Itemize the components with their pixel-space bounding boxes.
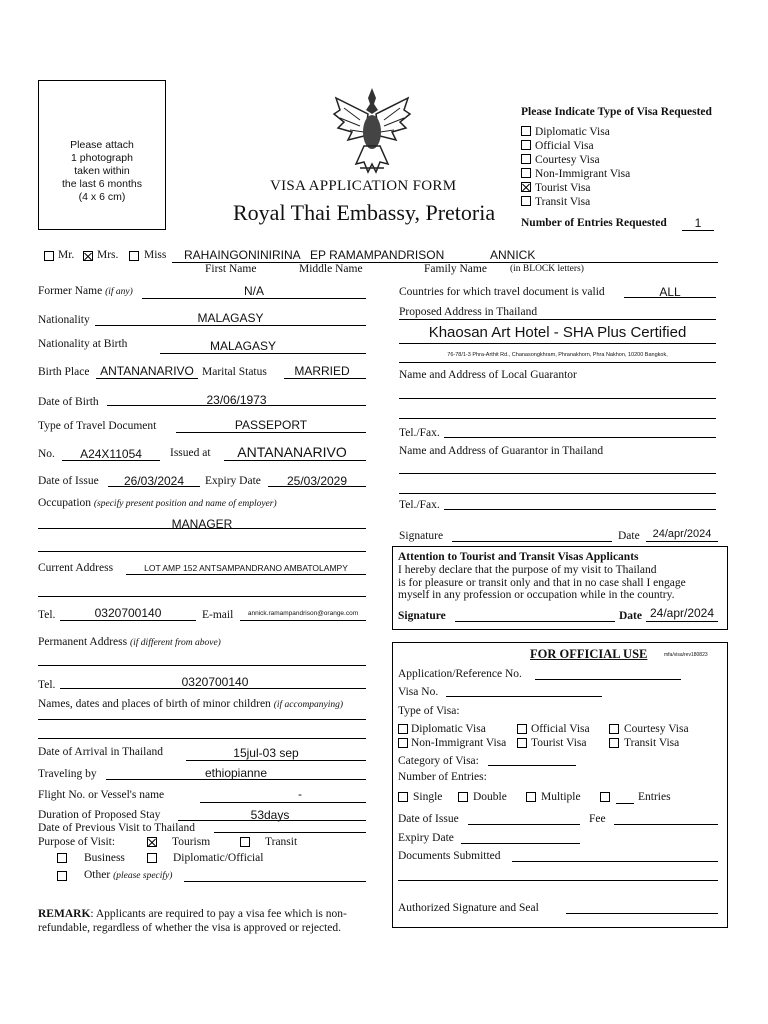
current-address-value[interactable]: LOT AMP 152 ANTSAMPANDRANO AMBATOLAMPY bbox=[144, 563, 348, 573]
date1-value[interactable]: 24/apr/2024 bbox=[652, 528, 712, 540]
middle-name-label: Middle Name bbox=[299, 263, 363, 275]
checkbox-non-immigrant-visa[interactable] bbox=[521, 168, 531, 178]
official-checkbox-multiple[interactable] bbox=[526, 792, 536, 802]
email-label: E-mail bbox=[202, 609, 234, 621]
official-checkbox-official[interactable] bbox=[517, 724, 527, 734]
official-type-courtesy: Courtesy Visa bbox=[624, 723, 689, 735]
middle-name-value[interactable]: EP RAMAMPANDRISON bbox=[310, 248, 445, 262]
nationality-birth-value[interactable]: MALAGASY bbox=[209, 339, 277, 353]
first-name-label: First Name bbox=[205, 263, 257, 275]
checkbox-purpose-business[interactable] bbox=[57, 853, 67, 863]
hotel-address-value[interactable]: 76-78/1-3 Phra-Arthit Rd., Chanasongkhram, Phranakhorn, Phra Nakhon, 10200 Bangkok, bbox=[447, 352, 668, 358]
expiry-date-label: Expiry Date bbox=[205, 475, 261, 487]
official-fee-label: Fee bbox=[589, 813, 606, 825]
title-mr-label: Mr. bbox=[58, 249, 75, 261]
title-miss-label: Miss bbox=[144, 249, 167, 261]
attention-title: Attention to Tourist and Transit Visas Applicants bbox=[398, 551, 639, 563]
issued-at-label: Issued at bbox=[170, 447, 211, 459]
checkbox-tourist-visa[interactable] bbox=[521, 182, 531, 192]
marital-status-value[interactable]: MARRIED bbox=[294, 364, 350, 378]
purpose-other-label: Other (please specify) bbox=[84, 869, 173, 881]
documents-submitted-label: Documents Submitted bbox=[398, 850, 501, 862]
flight-label: Flight No. or Vessel's name bbox=[38, 789, 165, 801]
travel-doc-type-value[interactable]: PASSEPORT bbox=[234, 418, 308, 432]
official-checkbox-non-immigrant[interactable] bbox=[398, 738, 408, 748]
checkbox-purpose-tourism[interactable] bbox=[147, 837, 157, 847]
official-checkbox-tourist[interactable] bbox=[517, 738, 527, 748]
authorized-signature-label: Authorized Signature and Seal bbox=[398, 902, 539, 914]
previous-visit-label: Date of Previous Visit to Thailand bbox=[38, 822, 195, 834]
title-mrs-label: Mrs. bbox=[97, 249, 119, 261]
visa-no-label: Visa No. bbox=[398, 686, 439, 698]
date2-value[interactable]: 24/apr/2024 bbox=[649, 606, 715, 620]
issue-date-value[interactable]: 26/03/2024 bbox=[123, 474, 185, 488]
official-type-diplomatic: Diplomatic Visa bbox=[411, 723, 486, 735]
former-name-label: Former Name (if any) bbox=[38, 285, 133, 297]
visa-option-label: Transit Visa bbox=[535, 196, 591, 208]
visa-type-heading: Please Indicate Type of Visa Requested bbox=[521, 106, 712, 118]
official-checkbox-double[interactable] bbox=[458, 792, 468, 802]
form-title: VISA APPLICATION FORM bbox=[270, 178, 457, 194]
tel-label: Tel. bbox=[38, 609, 56, 621]
flight-value[interactable]: - bbox=[298, 787, 302, 801]
duration-value[interactable]: 53days bbox=[250, 808, 290, 822]
official-expiry-label: Expiry Date bbox=[398, 832, 454, 844]
official-type-non-immigrant: Non-Immigrant Visa bbox=[411, 737, 507, 749]
visa-option-label: Non-Immigrant Visa bbox=[535, 168, 631, 180]
official-form-code: mfa/visa/rev180823 bbox=[664, 652, 708, 658]
entry-double-label: Double bbox=[473, 791, 507, 803]
birth-place-value[interactable]: ANTANANARIVO bbox=[100, 364, 194, 378]
checkbox-diplomatic-visa[interactable] bbox=[521, 126, 531, 136]
entries-requested-label: Number of Entries Requested bbox=[521, 217, 667, 229]
official-issue-label: Date of Issue bbox=[398, 813, 459, 825]
official-checkbox-single[interactable] bbox=[398, 792, 408, 802]
official-checkbox-entries[interactable] bbox=[600, 792, 610, 802]
entry-multiple-label: Multiple bbox=[541, 791, 581, 803]
visa-option-label: Diplomatic Visa bbox=[535, 126, 610, 138]
dob-value[interactable]: 23/06/1973 bbox=[206, 393, 267, 407]
checkbox-miss[interactable] bbox=[129, 251, 139, 261]
entries-requested-value[interactable]: 1 bbox=[694, 216, 702, 230]
block-letters-note: (in BLOCK letters) bbox=[510, 264, 584, 274]
arrival-date-value[interactable]: 15jul-03 sep bbox=[233, 746, 299, 760]
issued-at-value[interactable]: ANTANANARIVO bbox=[237, 444, 347, 460]
tel2-value[interactable]: 0320700140 bbox=[181, 675, 249, 689]
embassy-title: Royal Thai Embassy, Pretoria bbox=[233, 200, 496, 225]
occupation-label: Occupation (specify present position and name of employer) bbox=[38, 497, 277, 509]
traveling-by-value[interactable]: ethiopianne bbox=[204, 766, 268, 780]
official-type-tourist: Tourist Visa bbox=[531, 737, 587, 749]
purpose-label: Purpose of Visit: bbox=[38, 836, 116, 848]
signature-label: Signature bbox=[399, 530, 444, 542]
visa-option-label: Official Visa bbox=[535, 140, 594, 152]
occupation-value[interactable]: MANAGER bbox=[171, 517, 233, 531]
official-checkbox-diplomatic[interactable] bbox=[398, 724, 408, 734]
duration-label: Duration of Proposed Stay bbox=[38, 809, 161, 821]
purpose-diplomatic-label: Diplomatic/Official bbox=[173, 852, 264, 864]
nationality-value[interactable]: MALAGASY bbox=[197, 311, 264, 325]
guarantor-thailand-label: Name and Address of Guarantor in Thailand bbox=[399, 445, 604, 457]
official-checkbox-courtesy[interactable] bbox=[609, 724, 619, 734]
purpose-business-label: Business bbox=[84, 852, 125, 864]
official-checkbox-transit[interactable] bbox=[609, 738, 619, 748]
official-use-title: FOR OFFICIAL USE bbox=[530, 647, 648, 661]
nationality-label: Nationality bbox=[38, 314, 90, 326]
travel-doc-type-label: Type of Travel Document bbox=[38, 420, 157, 432]
telfax2-label: Tel./Fax. bbox=[399, 499, 440, 511]
app-ref-label: Application/Reference No. bbox=[398, 668, 522, 680]
minor-children-label: Names, dates and places of birth of minor children (if accompanying) bbox=[38, 698, 344, 710]
family-name-value[interactable]: ANNICK bbox=[490, 248, 536, 262]
entry-single-label: Single bbox=[413, 791, 443, 803]
date2-label: Date bbox=[619, 610, 642, 622]
attention-text: I hereby declare that the purpose of my visit to Thailand is for pleasure or transit only and that in no case shall I engage myself in any profession or occupation while in the country. bbox=[398, 564, 686, 601]
proposed-address-label: Proposed Address in Thailand bbox=[399, 306, 538, 318]
birth-place-label: Birth Place bbox=[38, 366, 90, 378]
checkbox-purpose-transit[interactable] bbox=[240, 837, 250, 847]
telfax1-label: Tel./Fax. bbox=[399, 427, 440, 439]
doc-number-value[interactable]: A24X11054 bbox=[80, 447, 142, 461]
date1-label: Date bbox=[618, 530, 640, 542]
official-type-label: Type of Visa: bbox=[398, 705, 460, 717]
nationality-birth-label: Nationality at Birth bbox=[38, 338, 128, 350]
official-use-box bbox=[392, 642, 728, 928]
purpose-tourism-label: Tourism bbox=[172, 836, 211, 848]
permanent-address-label: Permanent Address (if different from above) bbox=[38, 636, 221, 648]
checkbox-courtesy-visa[interactable] bbox=[521, 154, 531, 164]
arrival-date-label: Date of Arrival in Thailand bbox=[38, 746, 163, 758]
countries-valid-label: Countries for which travel document is valid bbox=[399, 286, 605, 298]
entries-label: Number of Entries: bbox=[398, 771, 487, 783]
checkbox-mrs[interactable] bbox=[83, 251, 93, 261]
expiry-date-value[interactable]: 25/03/2029 bbox=[286, 474, 348, 488]
first-name-value[interactable]: RAHAINGONINIRINA bbox=[184, 248, 301, 262]
doc-number-label: No. bbox=[38, 448, 55, 460]
checkbox-official-visa[interactable] bbox=[521, 140, 531, 150]
checkbox-purpose-diplomatic[interactable] bbox=[147, 853, 157, 863]
purpose-transit-label: Transit bbox=[265, 836, 298, 848]
email-value[interactable]: annick.ramampandrison@orange.com bbox=[247, 610, 359, 617]
entry-entries-label: Entries bbox=[638, 791, 671, 803]
photo-instructions: Please attach 1 photograph taken within the last 6 months (4 x 6 cm) bbox=[62, 139, 142, 203]
local-guarantor-label: Name and Address of Local Guarantor bbox=[399, 369, 577, 381]
signature2-label: Signature bbox=[398, 610, 446, 622]
family-name-label: Family Name bbox=[424, 263, 487, 275]
hotel-name-value[interactable]: Khaosan Art Hotel - SHA Plus Certified bbox=[428, 324, 687, 341]
tel2-label: Tel. bbox=[38, 679, 56, 691]
former-name-value[interactable]: N/A bbox=[243, 284, 264, 298]
checkbox-purpose-other[interactable] bbox=[57, 871, 67, 881]
issue-date-label: Date of Issue bbox=[38, 475, 99, 487]
official-type-transit: Transit Visa bbox=[624, 737, 680, 749]
visa-option-label: Courtesy Visa bbox=[535, 154, 600, 166]
dob-label: Date of Birth bbox=[38, 396, 99, 408]
remark: REMARK: Applicants are required to pay a visa fee which is non- refundable, regardless of whether the visa is approved or rejected. bbox=[38, 908, 347, 934]
checkbox-mr[interactable] bbox=[44, 251, 54, 261]
checkbox-transit-visa[interactable] bbox=[521, 196, 531, 206]
category-label: Category of Visa: bbox=[398, 755, 479, 767]
marital-status-label: Marital Status bbox=[202, 366, 267, 378]
visa-option-label: Tourist Visa bbox=[535, 182, 591, 194]
garuda-emblem bbox=[330, 84, 414, 176]
traveling-by-label: Traveling by bbox=[38, 768, 97, 780]
current-address-label: Current Address bbox=[38, 562, 114, 574]
official-type-official: Official Visa bbox=[531, 723, 590, 735]
tel-value[interactable]: 0320700140 bbox=[94, 606, 162, 620]
countries-valid-value[interactable]: ALL bbox=[659, 285, 681, 299]
